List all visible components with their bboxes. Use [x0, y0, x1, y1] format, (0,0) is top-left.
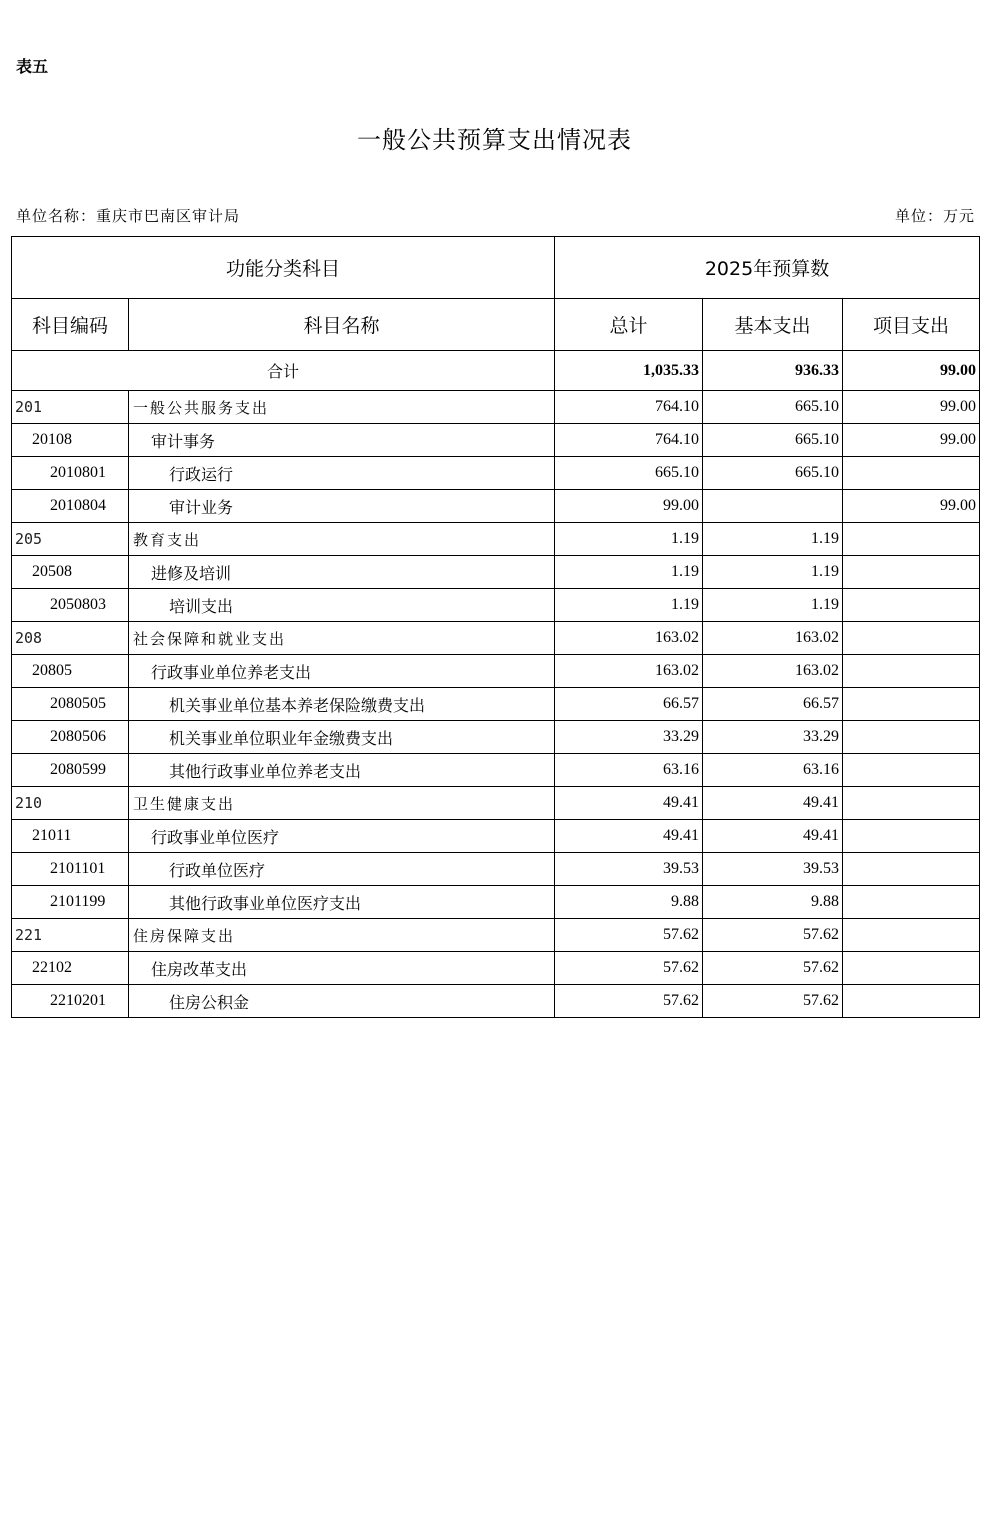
- row-project: [843, 754, 980, 787]
- row-name: 培训支出: [129, 589, 555, 622]
- header-project-expenditure: 项目支出: [843, 299, 980, 351]
- total-label: 合计: [12, 351, 555, 391]
- row-basic: 63.16: [703, 754, 843, 787]
- table-row: [12, 457, 980, 490]
- row-basic: 66.57: [703, 688, 843, 721]
- page-title: 一般公共预算支出情况表: [357, 126, 632, 154]
- row-basic: 163.02: [703, 655, 843, 688]
- row-name: 住房公积金: [129, 985, 555, 1018]
- table-row: [12, 556, 980, 589]
- row-code: 2210201: [12, 985, 129, 1018]
- row-project: [843, 589, 980, 622]
- row-code: 210: [12, 787, 129, 820]
- row-project: [843, 721, 980, 754]
- header-basic-expenditure: 基本支出: [703, 299, 843, 351]
- row-total: 63.16: [555, 754, 703, 787]
- row-basic: 163.02: [703, 622, 843, 655]
- row-project: [843, 556, 980, 589]
- total-basic: 936.33: [703, 351, 843, 391]
- row-project: [843, 886, 980, 919]
- row-basic: 9.88: [703, 886, 843, 919]
- row-name: 住房保障支出: [129, 919, 555, 952]
- table-row: [12, 523, 980, 556]
- total-sum: 1,035.33: [555, 351, 703, 391]
- row-project: [843, 523, 980, 556]
- row-basic: 1.19: [703, 589, 843, 622]
- row-total: 1.19: [555, 589, 703, 622]
- row-name: 行政单位医疗: [129, 853, 555, 886]
- row-basic: 1.19: [703, 556, 843, 589]
- row-code: 2101101: [12, 853, 129, 886]
- table-row: [12, 787, 980, 820]
- header-budget-year: 2025年预算数: [555, 237, 980, 299]
- row-total: 665.10: [555, 457, 703, 490]
- row-project: [843, 622, 980, 655]
- row-project: [843, 688, 980, 721]
- row-project: 99.00: [843, 391, 980, 424]
- total-row: [12, 351, 980, 391]
- row-basic: 39.53: [703, 853, 843, 886]
- row-name: 教育支出: [129, 523, 555, 556]
- row-name: 审计事务: [129, 424, 555, 457]
- table-row: [12, 721, 980, 754]
- row-total: 764.10: [555, 391, 703, 424]
- row-code: 22102: [12, 952, 129, 985]
- table-row: [12, 985, 980, 1018]
- row-project: [843, 457, 980, 490]
- row-code: 2050803: [12, 589, 129, 622]
- row-project: [843, 820, 980, 853]
- row-name: 审计业务: [129, 490, 555, 523]
- row-total: 49.41: [555, 787, 703, 820]
- table-row: [12, 919, 980, 952]
- row-code: 2010804: [12, 490, 129, 523]
- row-code: 221: [12, 919, 129, 952]
- row-project: [843, 853, 980, 886]
- row-basic: 57.62: [703, 919, 843, 952]
- table-row: [12, 622, 980, 655]
- row-code: 205: [12, 523, 129, 556]
- row-project: [843, 952, 980, 985]
- row-project: 99.00: [843, 424, 980, 457]
- row-name: 进修及培训: [129, 556, 555, 589]
- row-basic: 665.10: [703, 457, 843, 490]
- table-number: 表五: [16, 57, 49, 76]
- row-total: 163.02: [555, 622, 703, 655]
- row-total: 9.88: [555, 886, 703, 919]
- row-total: 1.19: [555, 556, 703, 589]
- row-name: 行政事业单位医疗: [129, 820, 555, 853]
- total-project: 99.00: [843, 351, 980, 391]
- row-total: 57.62: [555, 919, 703, 952]
- row-code: 2080599: [12, 754, 129, 787]
- table-row: [12, 886, 980, 919]
- row-basic: 33.29: [703, 721, 843, 754]
- table-row: [12, 490, 980, 523]
- table-row: [12, 688, 980, 721]
- row-total: 764.10: [555, 424, 703, 457]
- row-total: 39.53: [555, 853, 703, 886]
- header-code: 科目编码: [12, 299, 129, 351]
- row-name: 卫生健康支出: [129, 787, 555, 820]
- row-code: 20108: [12, 424, 129, 457]
- row-name: 社会保障和就业支出: [129, 622, 555, 655]
- row-basic: 57.62: [703, 985, 843, 1018]
- table-row: [12, 655, 980, 688]
- row-name: 机关事业单位职业年金缴费支出: [129, 721, 555, 754]
- row-basic: 57.62: [703, 952, 843, 985]
- row-project: [843, 787, 980, 820]
- table-row: [12, 853, 980, 886]
- row-basic: 1.19: [703, 523, 843, 556]
- row-name: 机关事业单位基本养老保险缴费支出: [129, 688, 555, 721]
- header-name: 科目名称: [129, 299, 555, 351]
- row-name: 行政运行: [129, 457, 555, 490]
- table-row: [12, 589, 980, 622]
- unit-name-label: 单位名称：重庆市巴南区审计局: [16, 207, 241, 225]
- row-total: 99.00: [555, 490, 703, 523]
- header-functional-category: 功能分类科目: [12, 237, 555, 299]
- row-name: 其他行政事业单位养老支出: [129, 754, 555, 787]
- table-row: [12, 391, 980, 424]
- row-code: 2080505: [12, 688, 129, 721]
- row-basic: 49.41: [703, 787, 843, 820]
- row-name: 住房改革支出: [129, 952, 555, 985]
- row-code: 20508: [12, 556, 129, 589]
- table-row: [12, 952, 980, 985]
- budget-expenditure-table: [11, 236, 980, 1018]
- row-total: 57.62: [555, 985, 703, 1018]
- row-project: [843, 985, 980, 1018]
- table-row: [12, 754, 980, 787]
- table-row: [12, 820, 980, 853]
- row-total: 163.02: [555, 655, 703, 688]
- row-name: 一般公共服务支出: [129, 391, 555, 424]
- row-name: 行政事业单位养老支出: [129, 655, 555, 688]
- row-code: 201: [12, 391, 129, 424]
- row-basic: 665.10: [703, 424, 843, 457]
- row-code: 2080506: [12, 721, 129, 754]
- row-basic: 49.41: [703, 820, 843, 853]
- row-basic: [703, 490, 843, 523]
- row-total: 66.57: [555, 688, 703, 721]
- row-total: 1.19: [555, 523, 703, 556]
- row-basic: 665.10: [703, 391, 843, 424]
- row-project: 99.00: [843, 490, 980, 523]
- row-total: 49.41: [555, 820, 703, 853]
- header-total: 总计: [555, 299, 703, 351]
- row-project: [843, 655, 980, 688]
- row-name: 其他行政事业单位医疗支出: [129, 886, 555, 919]
- row-code: 2010801: [12, 457, 129, 490]
- row-code: 2101199: [12, 886, 129, 919]
- currency-unit-label: 单位：万元: [894, 207, 975, 225]
- row-code: 21011: [12, 820, 129, 853]
- row-total: 57.62: [555, 952, 703, 985]
- row-total: 33.29: [555, 721, 703, 754]
- row-project: [843, 919, 980, 952]
- row-code: 20805: [12, 655, 129, 688]
- row-code: 208: [12, 622, 129, 655]
- table-row: [12, 424, 980, 457]
